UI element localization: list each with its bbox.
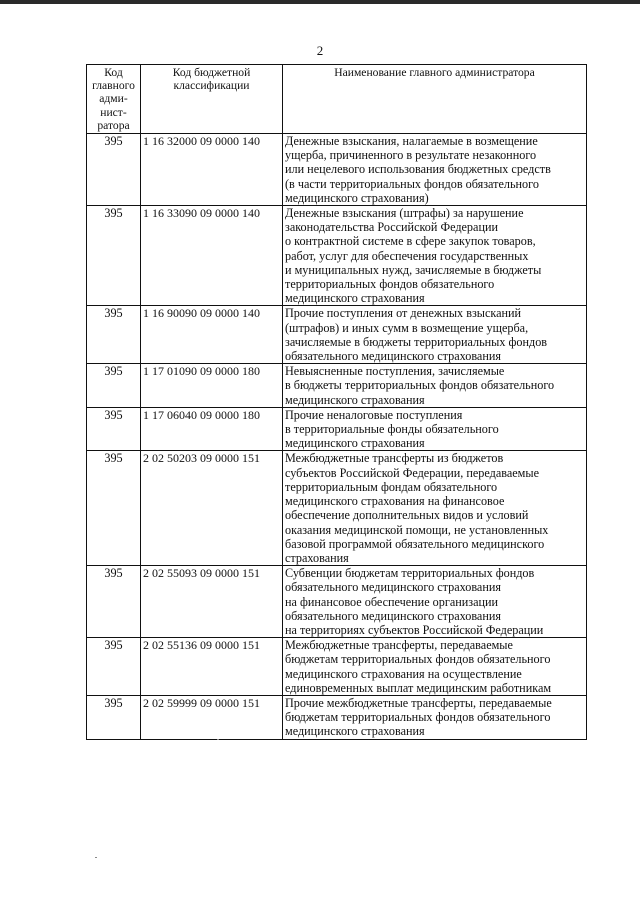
top-scan-border bbox=[0, 0, 640, 4]
admin-code-cell: 395 bbox=[87, 638, 141, 696]
budget-code-cell: 2 02 55093 09 0000 151 bbox=[141, 566, 283, 638]
admin-code-cell: 395 bbox=[87, 451, 141, 566]
description-line: ущерба, причиненного в результате незаконного bbox=[285, 148, 537, 163]
admin-code-cell: 395 bbox=[87, 306, 141, 364]
table-row bbox=[87, 134, 587, 206]
table-row bbox=[87, 451, 587, 566]
admin-code-cell: 395 bbox=[87, 407, 141, 451]
description-line: медицинского страхования bbox=[285, 436, 425, 451]
table-row bbox=[87, 638, 587, 696]
budget-code-cell: 1 16 33090 09 0000 140 bbox=[141, 206, 283, 306]
description-line: (штрафов) и иных сумм в возмещение ущерба, bbox=[285, 320, 529, 335]
description-cell bbox=[283, 566, 587, 638]
description-line: Прочие поступления от денежных взысканий bbox=[285, 306, 522, 321]
description-line: Субвенции бюджетам территориальных фондов bbox=[285, 566, 535, 581]
admin-code-cell: 395 bbox=[87, 566, 141, 638]
description-line: обязательного медицинского страхования bbox=[285, 349, 501, 364]
budget-code-cell: 1 16 90090 09 0000 140 bbox=[141, 306, 283, 364]
description-line: оказания медицинской помощи, не установленных bbox=[285, 522, 549, 537]
description-line: Прочие неналоговые поступления bbox=[285, 407, 463, 422]
description-line: медицинского страхования bbox=[285, 392, 425, 407]
header-admin-code bbox=[87, 65, 141, 134]
description-line: в бюджеты территориальных фондов обязательного bbox=[285, 378, 555, 393]
table-row bbox=[87, 364, 587, 408]
description-line: в территориальные фонды обязательного bbox=[285, 422, 499, 437]
description-cell bbox=[283, 451, 587, 566]
description-cell bbox=[283, 206, 587, 306]
description-line: и муниципальных нужд, зачисляемые в бюджеты bbox=[285, 262, 542, 277]
header-line: главного bbox=[92, 79, 135, 93]
description-line: Межбюджетные трансферты, передаваемые bbox=[285, 638, 513, 653]
admin-code-cell: 395 bbox=[87, 134, 141, 206]
description-cell bbox=[283, 134, 587, 206]
header-line: Наименование главного администратора bbox=[334, 66, 535, 79]
table-row bbox=[87, 206, 587, 306]
budget-code-cell: 1 16 32000 09 0000 140 bbox=[141, 134, 283, 206]
description-line: медицинского страхования на финансовое bbox=[285, 494, 505, 509]
description-cell bbox=[283, 638, 587, 696]
description-cell bbox=[283, 364, 587, 408]
description-line: (в части территориальных фондов обязательного bbox=[285, 176, 539, 191]
header-line: нист- bbox=[100, 105, 127, 119]
description-line: бюджетам территориальных фондов обязательного bbox=[285, 710, 551, 725]
table-body bbox=[87, 134, 587, 740]
description-line: законодательства Российской Федерации bbox=[285, 220, 499, 235]
description-line: работ, услуг для обеспечения государственных bbox=[285, 248, 529, 263]
header-administrator-name bbox=[283, 65, 587, 134]
description-line: территориальных фондов обязательного bbox=[285, 277, 495, 292]
description-line: обеспечение дополнительных видов и условий bbox=[285, 508, 529, 523]
budget-code-cell: 1 17 06040 09 0000 180 bbox=[141, 407, 283, 451]
table-row bbox=[87, 306, 587, 364]
description-line: медицинского страхования на осуществление bbox=[285, 666, 522, 681]
header-line: классификации bbox=[173, 79, 250, 93]
budget-code-cell: 2 02 50203 09 0000 151 bbox=[141, 451, 283, 566]
description-line: обязательного медицинского страхования bbox=[285, 580, 501, 595]
description-line: или нецелевого использования бюджетных средств bbox=[285, 162, 551, 177]
header-line: Код бюджетной bbox=[172, 66, 251, 79]
scan-speck bbox=[95, 857, 97, 858]
scan-speck bbox=[217, 739, 219, 740]
description-line: медицинского страхования bbox=[285, 724, 425, 739]
description-line: базовой программой обязательного медицинского bbox=[285, 536, 545, 551]
description-cell bbox=[283, 306, 587, 364]
header-line: ратора bbox=[97, 118, 130, 132]
description-line: обязательного медицинского страхования bbox=[285, 608, 501, 623]
admin-code-cell: 395 bbox=[87, 695, 141, 739]
description-line: медицинского страхования) bbox=[285, 190, 429, 205]
budget-code-cell: 2 02 55136 09 0000 151 bbox=[141, 638, 283, 696]
admin-code-cell: 395 bbox=[87, 206, 141, 306]
description-line: о контрактной системе в сфере закупок товаров, bbox=[285, 234, 536, 249]
description-line: Денежные взыскания (штрафы) за нарушение bbox=[285, 206, 524, 221]
description-cell bbox=[283, 695, 587, 739]
description-line: Межбюджетные трансферты из бюджетов bbox=[285, 451, 504, 466]
description-line: на территориях субъектов Российской Федерации bbox=[285, 622, 544, 637]
header-bk-code bbox=[141, 65, 283, 134]
admin-code-cell: 395 bbox=[87, 364, 141, 408]
description-line: зачисляемые в бюджеты территориальных фондов bbox=[285, 334, 548, 349]
page-number: 2 bbox=[316, 43, 324, 58]
budget-classification-table bbox=[86, 64, 587, 740]
description-line: единовременных выплат медицинским работникам bbox=[285, 680, 552, 695]
budget-code-cell: 1 17 01090 09 0000 180 bbox=[141, 364, 283, 408]
budget-code-cell: 2 02 59999 09 0000 151 bbox=[141, 695, 283, 739]
table-row bbox=[87, 407, 587, 451]
description-line: Денежные взыскания, налагаемые в возмещение bbox=[285, 134, 538, 149]
description-line: субъектов Российской Федерации, передаваемые bbox=[285, 465, 539, 480]
description-line: бюджетам территориальных фондов обязательного bbox=[285, 652, 551, 667]
description-line: Невыясненные поступления, зачисляемые bbox=[285, 364, 505, 379]
header-line: адми- bbox=[99, 92, 128, 106]
header-line: Код bbox=[104, 66, 123, 79]
table-header-row bbox=[87, 65, 587, 134]
table-row bbox=[87, 695, 587, 739]
description-line: территориальным фондам обязательного bbox=[285, 479, 498, 494]
description-line: страхования bbox=[285, 550, 349, 565]
description-line: на финансовое обеспечение организации bbox=[285, 594, 499, 609]
description-cell bbox=[283, 407, 587, 451]
table-row bbox=[87, 566, 587, 638]
description-line: медицинского страхования bbox=[285, 291, 425, 306]
description-line: Прочие межбюджетные трансферты, передаваемые bbox=[285, 695, 552, 710]
